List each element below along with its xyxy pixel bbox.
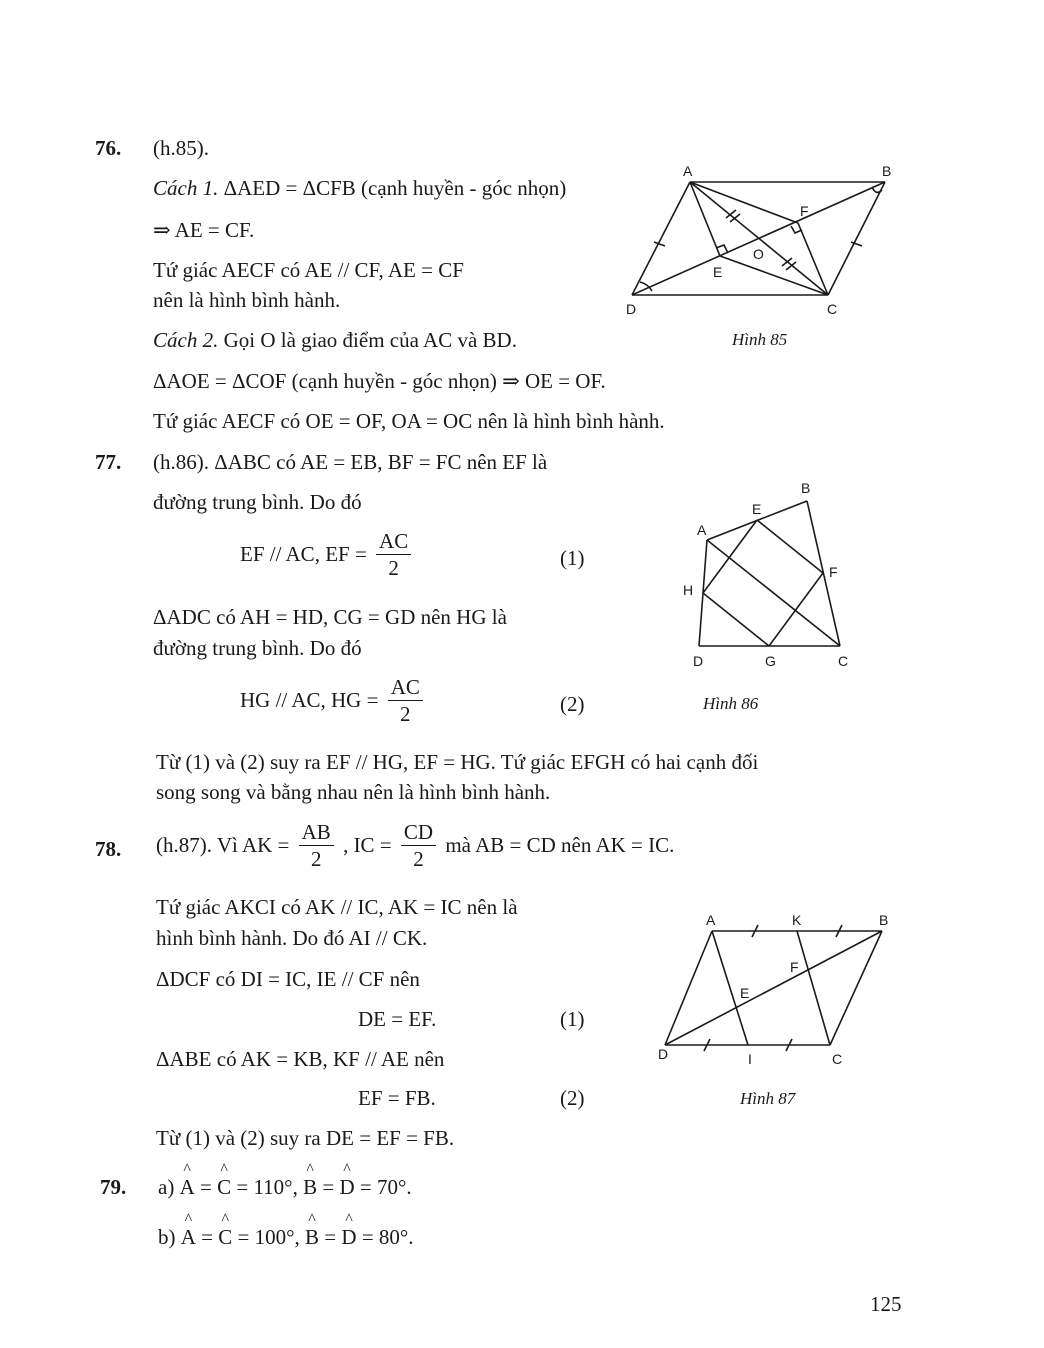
p76-method-2-text: Gọi O là giao điểm của AC và BD.	[223, 328, 517, 352]
p79-b-value-2: = 80°.	[361, 1225, 414, 1249]
fig87-label-c: C	[832, 1051, 843, 1067]
p77-eq1-denominator: 2	[388, 556, 399, 580]
p76-line-7: Tứ giác AECF có OE = OF, OA = OC nên là hình bình hành.	[153, 409, 665, 433]
p79-b-value-1: = 100°	[237, 1225, 295, 1249]
p78-fraction-ab-numerator: AB	[299, 819, 334, 846]
p76-method-2-label: Cách 2.	[153, 328, 219, 352]
p77-line-3: ΔADC có AH = HD, CG = GD nên HG là	[153, 605, 507, 629]
fig86-segment-fg	[769, 573, 823, 646]
p77-equation-2	[240, 674, 427, 727]
problem-76-ref: (h.85).	[153, 136, 209, 160]
p78-line-1-mid: , IC =	[343, 833, 392, 857]
fig85-label-c: C	[827, 301, 838, 317]
p78-fraction-ab	[299, 819, 334, 872]
fig85-tick-ao-1	[726, 210, 736, 218]
p78-line-1-pre: (h.87). Vì AK =	[156, 833, 290, 857]
fig85-segment-ae	[690, 182, 720, 256]
fig85-label-o: O	[753, 246, 764, 262]
p79-part-a: a) ^ A = ^ C = 110°, ^ B = ^ D = 70°.	[158, 1175, 412, 1200]
p78-line-3: hình bình hành. Do đó AI // CK.	[156, 926, 428, 950]
p79-a-angle-a: ^ A	[180, 1175, 195, 1200]
p78-line-4: ΔDCF có DI = IC, IE // CF nên	[156, 967, 420, 991]
fig86-label-d: D	[693, 653, 704, 669]
fig85-label-b: B	[882, 163, 892, 179]
p77-line-4: đường trung bình. Do đó	[153, 636, 362, 660]
caption-figure-85: Hình 85	[732, 330, 788, 349]
p78-line-2: Tứ giác AKCI có AK // IC, AK = IC nên là	[156, 895, 518, 919]
fig87-label-i: I	[748, 1051, 752, 1067]
problem-79-number: 79.	[100, 1175, 127, 1199]
p77-equation-1	[240, 528, 415, 581]
p78-eq1-tag: (1)	[560, 1007, 585, 1031]
fig85-segment-ec	[720, 256, 828, 295]
fig87-label-d: D	[658, 1046, 669, 1062]
p77-eq2-numerator: AC	[388, 674, 423, 701]
p78-fraction-ab-denominator: 2	[310, 847, 322, 871]
p79-a-label: a)	[158, 1175, 175, 1199]
p78-fraction-cd-denominator: 2	[413, 847, 424, 871]
fig85-segment-cf	[798, 223, 828, 295]
p76-method-1-text: ΔAED = ΔCFB (cạnh huyền - góc nhọn)	[223, 176, 567, 200]
fig85-label-f: F	[800, 203, 809, 219]
p78-equation-1: DE = EF.	[358, 1007, 437, 1031]
fig85-label-e: E	[713, 264, 723, 280]
p78-fraction-cd	[401, 819, 436, 872]
fig85-label-a: A	[683, 163, 693, 179]
p78-fraction-cd-numerator: CD	[401, 819, 436, 846]
fig86-label-h: H	[683, 582, 694, 598]
fig85-side-da	[632, 182, 690, 295]
p76-line-5	[153, 328, 517, 353]
p78-line-1	[156, 819, 674, 872]
p76-line-2: ⇒ AE = CF.	[153, 218, 255, 242]
p77-eq1-fraction	[376, 528, 411, 581]
p79-a-angle-c: ^ C	[217, 1175, 231, 1200]
p79-b-angle-c: ^ C	[218, 1225, 232, 1250]
problem-77-number: 77.	[95, 450, 122, 474]
p78-eq2-tag: (2)	[560, 1086, 585, 1110]
p79-a-angle-d: ^ D	[339, 1175, 354, 1200]
fig87-label-f: F	[790, 959, 799, 975]
p77-eq2-tag: (2)	[560, 692, 585, 716]
fig86-segment-gh	[703, 593, 769, 646]
fig85-tick-oc-2	[786, 262, 796, 270]
p77-eq2-left: HG // AC, HG =	[240, 688, 379, 712]
p76-line-4: nên là hình bình hành.	[153, 288, 341, 312]
p76-line-6: ΔAOE = ΔCOF (cạnh huyền - góc nhọn) ⇒ OE = OF.	[153, 369, 606, 393]
p76-method-1-label: Cách 1.	[153, 176, 219, 200]
p79-part-b: b) ^ A = ^ C = 100°, ^ B = ^ D = 80°.	[158, 1225, 414, 1250]
caption-figure-87: Hình 87	[740, 1089, 796, 1108]
fig85-diagonal-bd	[632, 182, 885, 295]
fig87-side-da	[665, 931, 712, 1045]
fig86-label-g: G	[765, 653, 776, 669]
p79-a-value-1: = 110°	[236, 1175, 293, 1199]
p78-line-6: Từ (1) và (2) suy ra DE = EF = FB.	[156, 1126, 455, 1150]
p79-b-angle-a: ^ A	[181, 1225, 196, 1250]
p79-b-label: b)	[158, 1225, 176, 1249]
p78-line-1-post: mà AB = CD nên AK = IC.	[445, 833, 675, 857]
problem-78-number: 78.	[95, 837, 122, 861]
fig85-label-d: D	[626, 301, 637, 317]
p79-b-angle-b: ^ B	[305, 1225, 319, 1250]
fig86-label-c: C	[838, 653, 849, 669]
figure-87	[650, 905, 900, 1080]
figure-86	[675, 475, 860, 675]
fig87-label-e: E	[740, 985, 750, 1001]
p77-line-6: song song và bằng nhau nên là hình bình hành.	[156, 780, 551, 804]
p79-a-value-2: = 70°.	[359, 1175, 412, 1199]
fig86-label-e: E	[752, 501, 762, 517]
fig86-label-a: A	[697, 522, 707, 538]
p76-line-1	[153, 176, 566, 201]
p77-eq1-numerator: AC	[376, 528, 411, 555]
page-number: 125	[870, 1292, 902, 1316]
fig87-label-k: K	[792, 912, 802, 928]
p77-line-2: đường trung bình. Do đó	[153, 490, 362, 514]
problem-76-number: 76.	[95, 136, 122, 160]
p78-equation-2: EF = FB.	[358, 1086, 436, 1110]
caption-figure-86: Hình 86	[703, 694, 759, 713]
p77-eq2-denominator: 2	[400, 702, 411, 726]
fig85-segment-af	[690, 182, 798, 223]
p77-line-5: Từ (1) và (2) suy ra EF // HG, EF = HG. Tứ giác EFGH có hai cạnh đối	[156, 750, 759, 774]
fig87-segment-kc	[797, 931, 830, 1045]
fig87-side-bc	[830, 931, 882, 1045]
fig86-label-f: F	[829, 564, 838, 580]
fig86-label-b: B	[801, 480, 811, 496]
p77-eq2-fraction	[388, 674, 423, 727]
p77-line-1: (h.86). ΔABC có AE = EB, BF = FC nên EF là	[153, 450, 548, 474]
p77-eq1-tag: (1)	[560, 546, 585, 570]
fig87-label-a: A	[706, 912, 716, 928]
fig87-diagonal-db	[665, 931, 882, 1045]
p79-b-angle-d: ^ D	[341, 1225, 356, 1250]
fig87-label-b: B	[879, 912, 889, 928]
p78-line-5: ΔABE có AK = KB, KF // AE nên	[156, 1047, 445, 1071]
p76-line-3: Tứ giác AECF có AE // CF, AE = CF	[153, 258, 464, 282]
fig85-side-bc	[828, 182, 885, 295]
p79-a-angle-b: ^ B	[303, 1175, 317, 1200]
p77-eq1-left: EF // AC, EF =	[240, 542, 367, 566]
